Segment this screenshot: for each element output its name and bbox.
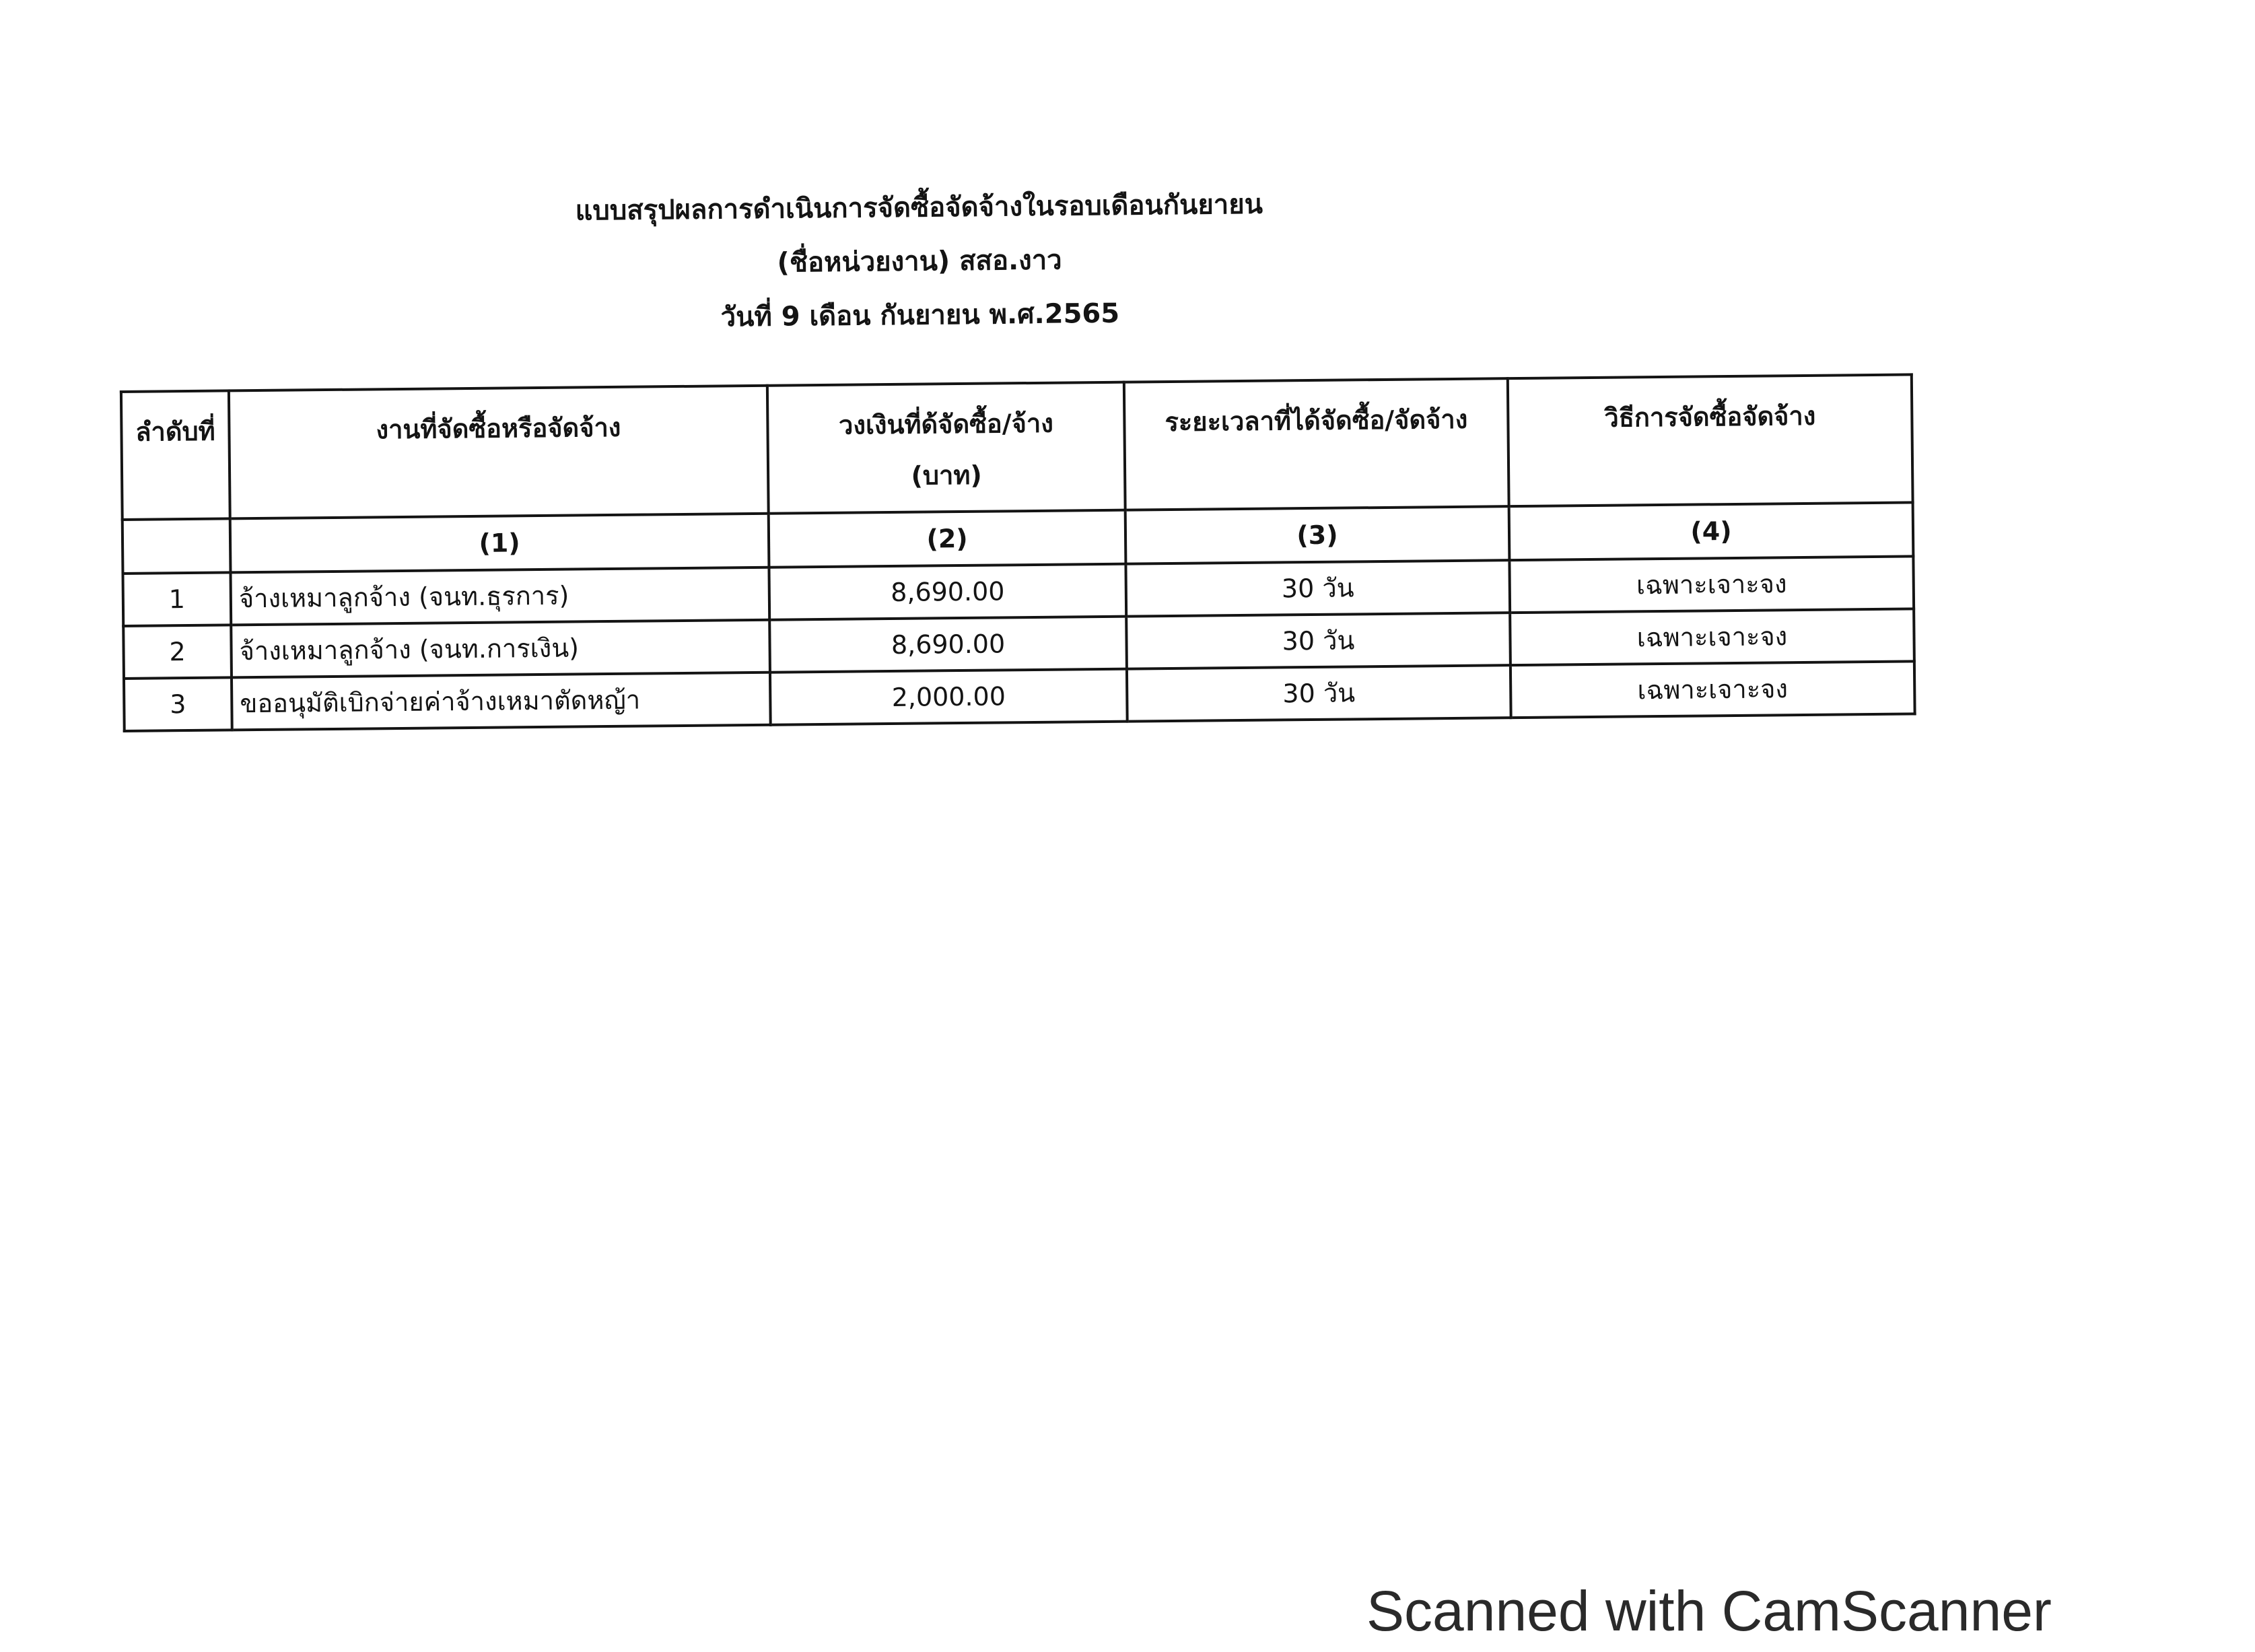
header-duration: ระยะเวลาที่ได้จัดซื้อ/จัดจ้าง bbox=[1124, 378, 1509, 510]
document-date: วันที่ 9 เดือน กันยายน พ.ศ.2565 bbox=[720, 298, 1120, 333]
row-number: 2 bbox=[123, 625, 232, 679]
row-amount: 8,690.00 bbox=[769, 564, 1126, 620]
table-header-row bbox=[121, 374, 1913, 520]
row-duration: 30 วัน bbox=[1127, 665, 1511, 721]
procurement-summary-table bbox=[120, 373, 1916, 732]
column-number-1: (1) bbox=[230, 514, 769, 573]
column-number-3: (3) bbox=[1125, 506, 1510, 563]
column-number-2: (2) bbox=[769, 510, 1126, 567]
header-budget bbox=[767, 382, 1125, 514]
row-task: จ้างเหมาลูกจ้าง (จนท.การเงิน) bbox=[231, 620, 770, 678]
row-method: เฉพาะเจาะจง bbox=[1509, 556, 1914, 613]
camscanner-watermark: Scanned with CamScanner bbox=[1366, 1579, 2052, 1643]
header-sequence: ลำดับที่ bbox=[121, 390, 230, 520]
document-header bbox=[118, 171, 1910, 350]
header-budget-unit: (บาท) bbox=[911, 460, 982, 491]
row-number: 1 bbox=[123, 572, 231, 626]
column-number-4: (4) bbox=[1509, 502, 1914, 560]
column-number-empty bbox=[123, 518, 231, 574]
header-task: งานที่จัดซื้อหรือจัดจ้าง bbox=[229, 386, 769, 519]
header-budget-label: วงเงินที่ด้จัดซื้อ/จ้าง bbox=[838, 408, 1053, 440]
header-method: วิธีการจัดซื้อจัดจ้าง bbox=[1508, 374, 1913, 506]
agency-name: (ชื่อหน่วยงาน) สสอ.งาว bbox=[777, 244, 1062, 279]
row-amount: 2,000.00 bbox=[770, 669, 1128, 725]
row-duration: 30 วัน bbox=[1126, 613, 1511, 668]
document-body bbox=[118, 171, 1914, 732]
row-task: จ้างเหมาลูกจ้าง (จนท.ธุรการ) bbox=[230, 567, 769, 625]
row-task: ขออนุมัติเบิกจ่ายค่าจ้างเหมาตัดหญ้า bbox=[232, 673, 771, 730]
document-title: แบบสรุปผลการดำเนินการจัดซื้อจัดจ้างในรอบเดือนกันยายน bbox=[575, 188, 1263, 227]
row-method: เฉพาะเจาะจง bbox=[1511, 661, 1915, 718]
row-method: เฉพาะเจาะจง bbox=[1510, 609, 1914, 665]
row-number: 3 bbox=[124, 677, 232, 731]
row-duration: 30 วัน bbox=[1125, 560, 1510, 616]
row-amount: 8,690.00 bbox=[769, 617, 1127, 673]
